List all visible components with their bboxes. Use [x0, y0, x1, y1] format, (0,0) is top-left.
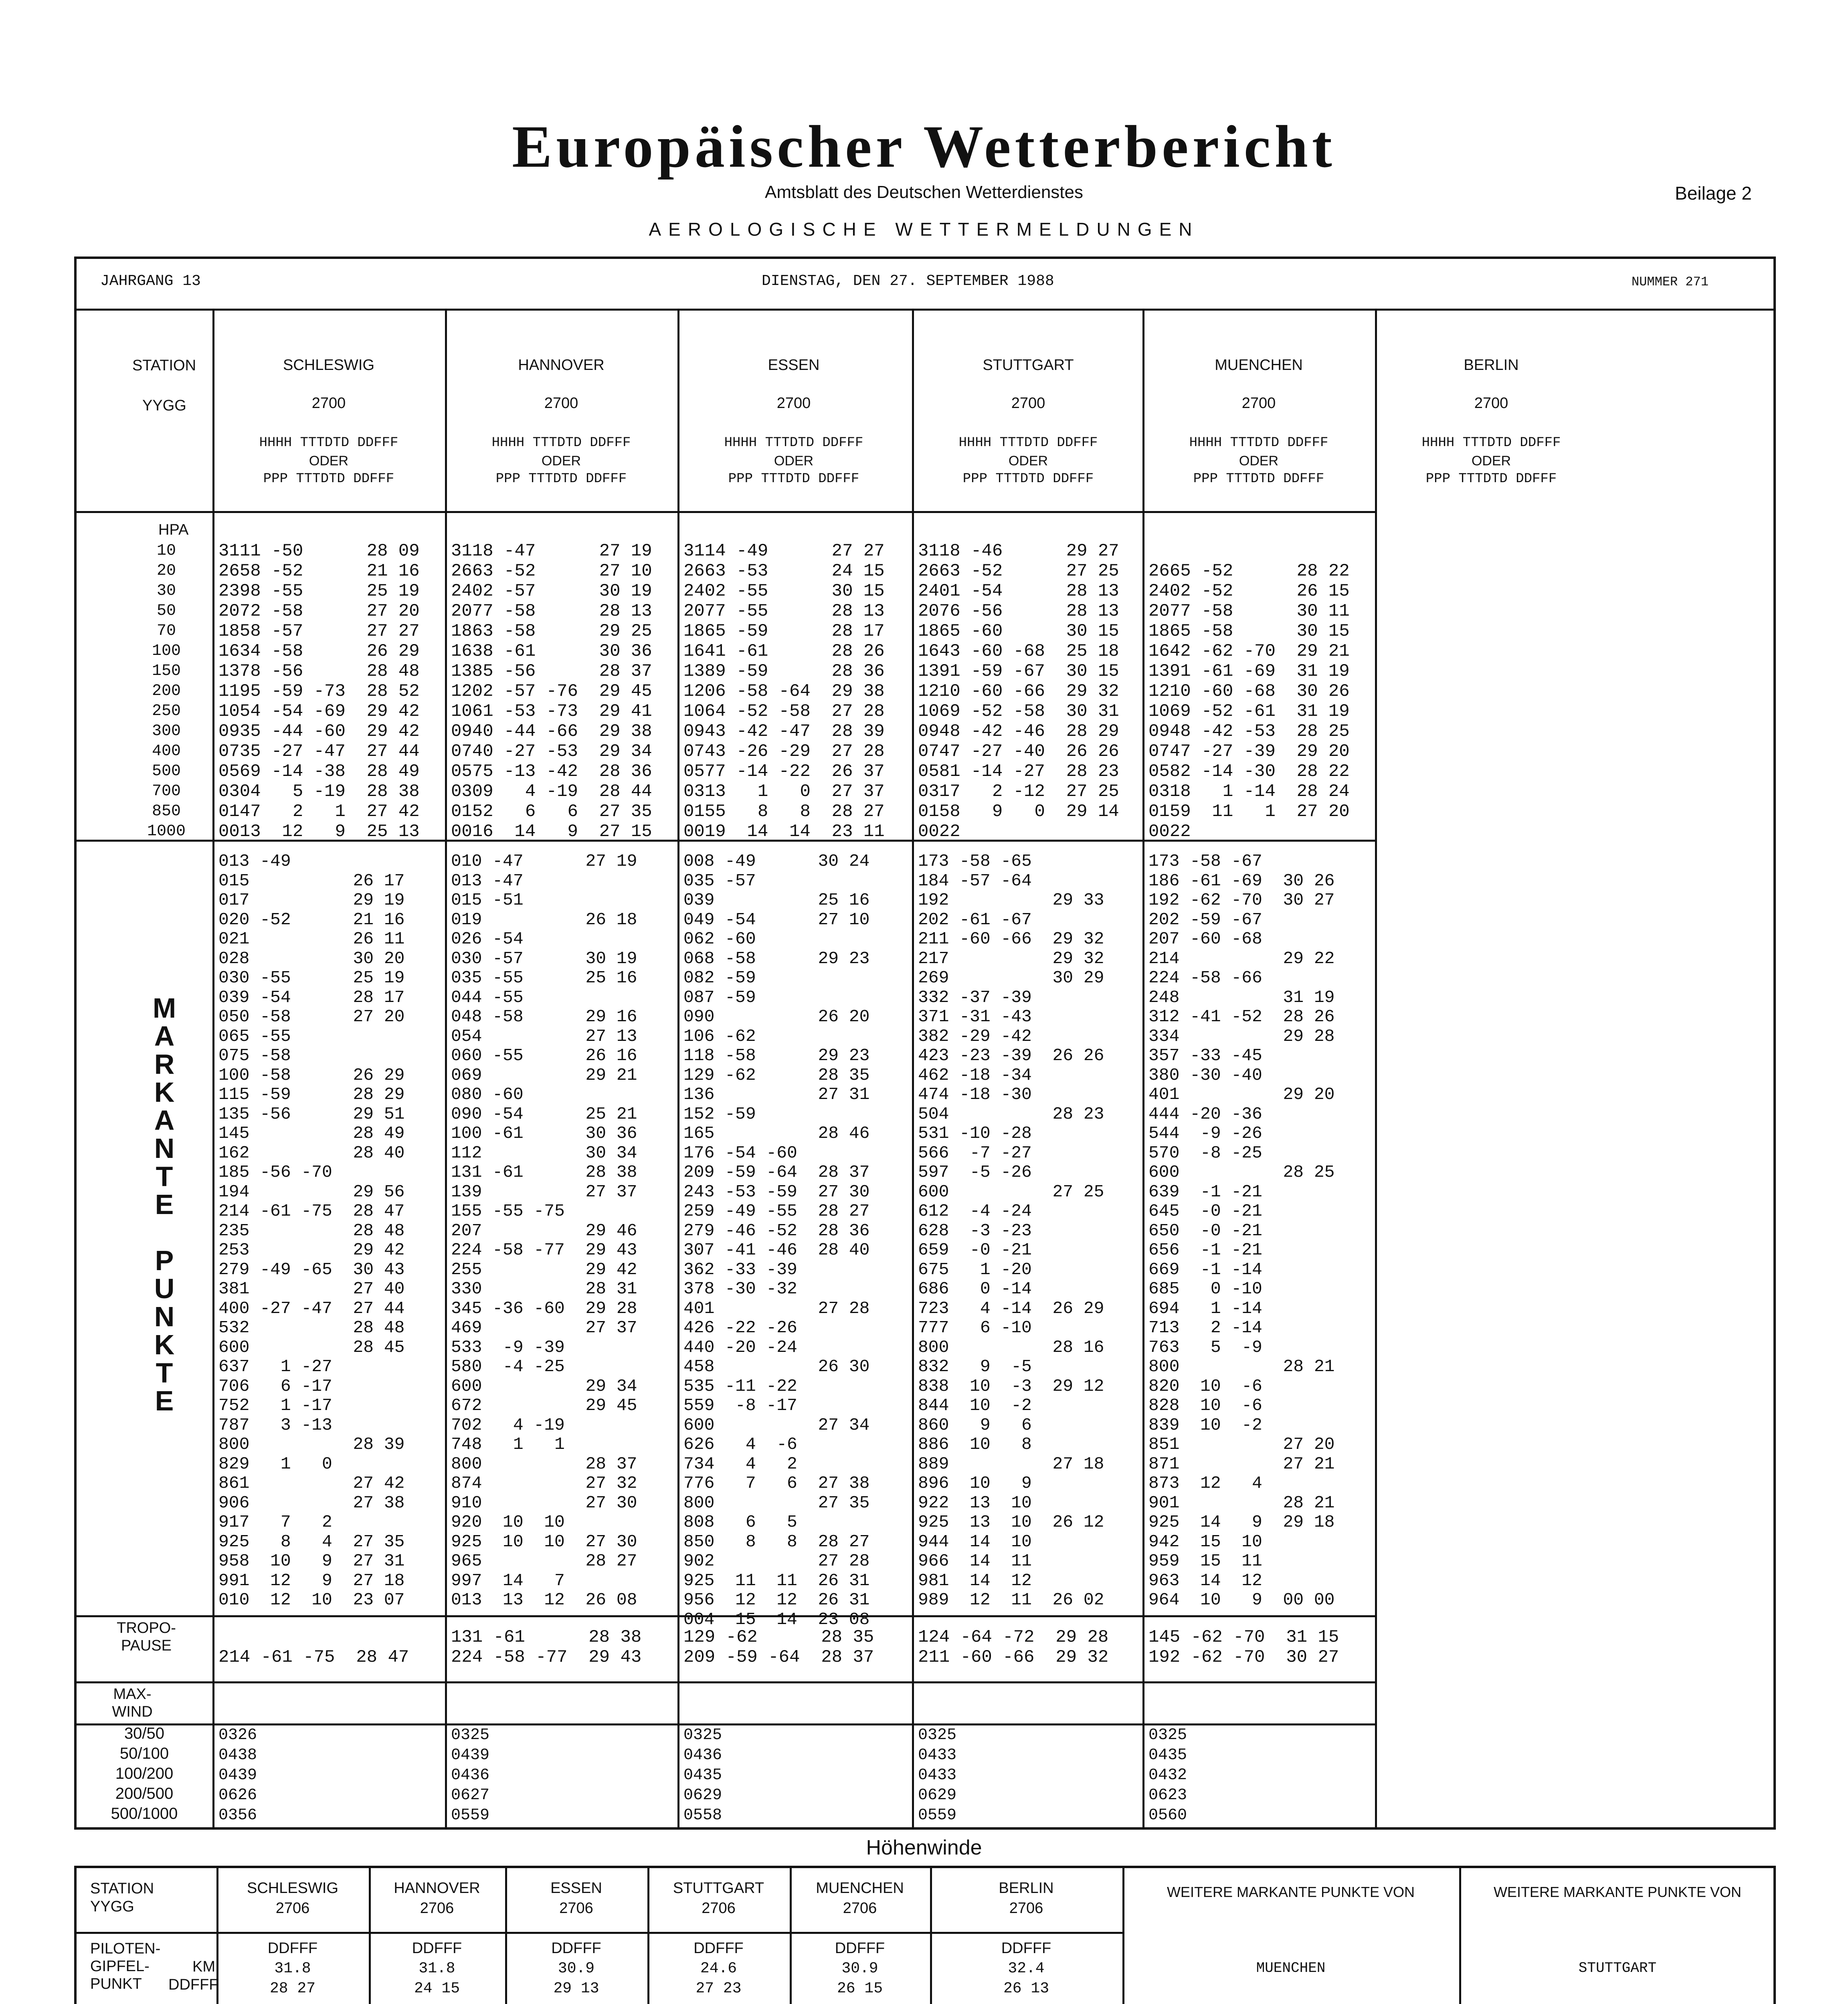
wind-station-name: STUTTGART	[673, 1880, 764, 1897]
hw-yygg-label: YYGG	[90, 1898, 134, 1915]
pressure-level: 50	[156, 602, 176, 620]
standard-levels: 3114 -49 27 27 2663 -53 24 15 2402 -55 30 15 2077 -55 28 13 1865 -59 28 17 1641 -61 28 26 1389 -59 28 36 1206 -58 -64 29 38 1064 -52 -58 27 28 0943 -42 -47 28 39 0743 -26 -29 27 28 0577 -14 -22 26 37 0313 1 0 27 37 0155 8 8 28 27 0019 14 14 23 11	[683, 541, 885, 842]
column-header: ODER	[1239, 453, 1279, 469]
pressure-level: 30	[156, 582, 176, 600]
hoehenwinde-title: Höhenwinde	[866, 1836, 982, 1859]
standard-levels: 3111 -50 28 09 2658 -52 21 16 2398 -55 25 19 2072 -58 27 20 1858 -57 27 27 1634 -58 26 29 1378 -56 28 48 1195 -59 -73 28 52 1054 -54 -69 29 42 0935 -44 -60 29 42 0735 -27 -47 27 44 0569 -14 -38 28 49 0304 5 -19 28 38 0147 2 1 27 42 0013 12 9 25 13	[218, 541, 420, 842]
significant-points: 010 -47 27 19 013 -47 015 -51 019 26 18 026 -54 030 -57 30 19 035 -55 25 16 044 -55 048 -58 29 16 054 27 13 060 -55 26 16 069 29 21 080 -60 090 -54 25 21 100 -61 30 36 112 30 34 131 -61 28 38 139 27 37 155 -55 -75 207 29 46 224 -58 -77 29 43 255 29 42 330 28 31 345 -36 -60 29 28 469 27 37 533 -9 -39 580 -4 -25 600 29 34 672 29 45 702 4 -19 748 1 1 800 28 37 874 27 32 910 27 30 920 10 10 925 10 10 27 30 965 28 27 997 14 7 013 13 12 26 08	[451, 851, 637, 1610]
pilot-ddfff: 26 15	[837, 1980, 883, 1997]
wind-station-name: SCHLESWIG	[247, 1880, 339, 1897]
markante-letter: A	[154, 1020, 175, 1052]
column-header: ODER	[774, 453, 814, 469]
layer-label: 50/100	[119, 1745, 169, 1762]
beilage-label: Beilage 2	[1675, 183, 1752, 204]
markante-letter: N	[154, 1133, 175, 1164]
pressure-level: 850	[152, 802, 181, 820]
hw-station-label: STATION	[90, 1880, 154, 1897]
wind-station-name: ESSEN	[550, 1880, 602, 1897]
tropopause-values: 214 -61 -75 28 47	[218, 1647, 409, 1667]
markante-letter: U	[154, 1273, 175, 1304]
markante-letter: T	[156, 1357, 173, 1388]
station-yygg: 2700	[776, 395, 811, 412]
pressure-level: 1000	[147, 822, 186, 840]
pilot-ddfff: 24 15	[414, 1980, 460, 1997]
pilot-km: 30.9	[841, 1960, 878, 1977]
wind-station-yygg: 2706	[702, 1900, 736, 1917]
wind-station-yygg: 2706	[275, 1900, 310, 1917]
layer-label: 30/50	[124, 1725, 165, 1742]
jahrgang: JAHRGANG 13	[100, 273, 201, 290]
pilot-ddfff: 29 13	[553, 1980, 599, 1997]
km-label: KM	[192, 1958, 215, 1975]
pressure-level: 20	[156, 562, 176, 580]
column-header: HHHH TTTDTD DDFFF	[259, 435, 398, 450]
standard-levels: 3118 -46 29 27 2663 -52 27 25 2401 -54 28 13 2076 -56 28 13 1865 -60 30 15 1643 -60 -68 25 18 1391 -59 -67 30 15 1210 -60 -66 29 32 1069 -52 -58 30 31 0948 -42 -46 28 29 0747 -27 -40 26 26 0581 -14 -27 28 23 0317 2 -12 27 25 0158 9 0 29 14 0022	[918, 541, 1119, 842]
wind-station-yygg: 2706	[420, 1900, 454, 1917]
tropopause-values: 129 -62 28 35 209 -59 -64 28 37	[683, 1627, 874, 1667]
wind-ddfff-header: DDFFF	[267, 1940, 318, 1957]
tropopause-values: 145 -62 -70 31 15 192 -62 -70 30 27	[1148, 1627, 1339, 1667]
station-name: BERLIN	[1464, 357, 1519, 374]
station-name: HANNOVER	[518, 357, 605, 374]
wind-station-yygg: 2706	[843, 1900, 877, 1917]
tropopause-values: 131 -61 28 38 224 -58 -77 29 43	[451, 1627, 642, 1667]
pilot-ddfff: 27 23	[696, 1980, 742, 1997]
pressure-level: 10	[156, 542, 176, 560]
column-header: PPP TTTDTD DDFFF	[495, 471, 627, 487]
pressure-level: 250	[152, 702, 181, 720]
pressure-levels	[136, 541, 196, 842]
column-header: HHHH TTTDTD DDFFF	[958, 435, 1098, 450]
pressure-level: 70	[156, 622, 176, 640]
markante-letter: K	[154, 1329, 175, 1360]
column-header: PPP TTTDTD DDFFF	[263, 471, 394, 487]
ddfff-label: DDFFF	[168, 1976, 218, 1993]
pilot-km: 31.8	[419, 1960, 455, 1977]
column-header: PPP TTTDTD DDFFF	[962, 471, 1094, 487]
column-header: ODER	[1008, 453, 1048, 469]
divider	[212, 309, 214, 1830]
column-header: PPP TTTDTD DDFFF	[728, 471, 859, 487]
station-label: STATION	[132, 357, 196, 374]
layer-values: 0325 0439 0436 0627 0559	[451, 1726, 490, 1824]
column-header: HHHH TTTDTD DDFFF	[724, 435, 863, 450]
issue-date: DIENSTAG, DEN 27. SEPTEMBER 1988	[762, 273, 1054, 290]
markante-letter	[144, 1218, 184, 1246]
layer-label: 200/500	[115, 1785, 174, 1802]
pressure-level: 400	[152, 742, 181, 760]
station-yygg: 2700	[311, 395, 346, 412]
masthead-subtitle: Amtsblatt des Deutschen Wetterdienstes	[764, 182, 1084, 202]
markante-letter: E	[155, 1189, 174, 1220]
markante-letter: P	[155, 1245, 174, 1276]
wind-station-yygg: 2706	[1009, 1900, 1043, 1917]
standard-levels: 3118 -47 27 19 2663 -52 27 10 2402 -57 30 19 2077 -58 28 13 1863 -58 29 25 1638 -61 30 36 1385 -56 28 37 1202 -57 -76 29 45 1061 -53 -73 29 41 0940 -44 -66 29 38 0740 -27 -53 29 34 0575 -13 -42 28 36 0309 4 -19 28 44 0152 6 6 27 35 0016 14 9 27 15	[451, 541, 652, 842]
column-header: PPP TTTDTD DDFFF	[1425, 471, 1557, 487]
station-name: STUTTGART	[983, 357, 1074, 374]
station-yygg: 2700	[1474, 395, 1508, 412]
column-header: HHHH TTTDTD DDFFF	[1189, 435, 1328, 450]
divider	[445, 309, 447, 1830]
layer-labels	[84, 1723, 204, 1824]
pilot-ddfff: 26 13	[1003, 1980, 1049, 1997]
masthead-title: Europäischer Wetterbericht	[512, 113, 1336, 180]
layer-values: 0326 0438 0439 0626 0356	[218, 1726, 257, 1824]
pressure-level: 150	[152, 662, 181, 680]
markante-letter: N	[154, 1301, 175, 1332]
pressure-level: 200	[152, 682, 181, 700]
wind-station-name: HANNOVER	[394, 1880, 480, 1897]
markante-letter: E	[155, 1385, 174, 1416]
column-header: PPP TTTDTD DDFFF	[1193, 471, 1324, 487]
column-header: ODER	[309, 453, 349, 469]
wind-ddfff-header: DDFFF	[694, 1940, 744, 1957]
divider	[74, 309, 1776, 311]
tropopause-values: 124 -64 -72 29 28 211 -60 -66 29 32	[918, 1627, 1109, 1667]
pilot-km: 24.6	[700, 1960, 737, 1977]
column-header: HHHH TTTDTD DDFFF	[491, 435, 631, 450]
station-yygg: 2700	[1011, 395, 1045, 412]
station-yygg: 2700	[544, 395, 578, 412]
wind-ddfff-header: DDFFF	[1001, 1940, 1051, 1957]
tropopause-label: TROPO-PAUSE	[117, 1620, 176, 1654]
wind-station-yygg: 2706	[559, 1900, 593, 1917]
weitere-station: MUENCHEN	[1256, 1960, 1326, 1976]
pilot-km: 31.8	[274, 1960, 311, 1977]
layer-values: 0325 0436 0435 0629 0558	[683, 1726, 722, 1824]
column-header: ODER	[541, 453, 581, 469]
station-name: SCHLESWIG	[283, 357, 375, 374]
divider	[1375, 309, 1377, 1830]
wind-ddfff-header: DDFFF	[835, 1940, 885, 1957]
layer-label: 100/200	[115, 1765, 174, 1782]
yygg-label: YYGG	[142, 397, 186, 414]
significant-points: 173 -58 -67 186 -61 -69 30 26 192 -62 -70 30 27 202 -59 -67 207 -60 -68 214 29 22 224 -58 -66 248 31 19 312 -41 -52 28 26 334 29 28 357 -33 -45 380 -30 -40 401 29 20 444 -20 -36 544 -9 -26 570 -8 -25 600 28 25 639 -1 -21 645 -0 -21 650 -0 -21 656 -1 -21 669 -1 -14 685 0 -10 694 1 -14 713 2 -14 763 5 -9 800 28 21 820 10 -6 828 10 -6 839 10 -2 851 27 20 871 27 21 873 12 4 901 28 21 925 14 9 29 18 942 15 10 959 15 11 963 14 12 964 10 9 00 00	[1148, 851, 1335, 1610]
wind-ddfff-header: DDFFF	[551, 1940, 601, 1957]
significant-points: 013 -49 015 26 17 017 29 19 020 -52 21 16 021 26 11 028 30 20 030 -55 25 19 039 -54 28 17 050 -58 27 20 065 -55 075 -58 100 -58 26 29 115 -59 28 29 135 -56 29 51 145 28 49 162 28 40 185 -56 -70 194 29 56 214 -61 -75 28 47 235 28 48 253 29 42 279 -49 -65 30 43 381 27 40 400 -27 -47 27 44 532 28 48 600 28 45 637 1 -27 706 6 -17 752 1 -17 787 3 -13 800 28 39 829 1 0 861 27 42 906 27 38 917 7 2 925 8 4 27 35 958 10 9 27 31 991 12 9 27 18 010 12 10 23 07	[218, 851, 405, 1610]
divider	[1142, 309, 1144, 1830]
divider	[74, 511, 1377, 513]
weitere-title: WEITERE MARKANTE PUNKTE VON	[1167, 1884, 1415, 1900]
markante-letter: T	[156, 1161, 173, 1192]
column-header: HHHH TTTDTD DDFFF	[1421, 435, 1561, 450]
layer-values: 0325 0433 0433 0629 0559	[918, 1726, 957, 1824]
significant-points: 008 -49 30 24 035 -57 039 25 16 049 -54 27 10 062 -60 068 -58 29 23 082 -59 087 -59 090 26 20 106 -62 118 -58 29 23 129 -62 28 35 136 27 31 152 -59 165 28 46 176 -54 -60 209 -59 -64 28 37 243 -53 -59 27 30 259 -49 -55 28 27 279 -46 -52 28 36 307 -41 -46 28 40 362 -33 -39 378 -30 -32 401 27 28 426 -22 -26 440 -20 -24 458 26 30 535 -11 -22 559 -8 -17 600 27 34 626 4 -6 734 4 2 776 7 6 27 38 800 27 35 808 6 5 850 8 8 28 27 902 27 28 925 11 11 26 31 956 12 12 26 31 004 15 14 23 08	[683, 851, 870, 1629]
divider	[677, 309, 679, 1830]
markante-letter: R	[154, 1048, 175, 1080]
issue-number: NUMMER 271	[1632, 275, 1709, 289]
weitere-title: WEITERE MARKANTE PUNKTE VON	[1493, 1884, 1742, 1900]
maxwind-label: MAX-WIND	[112, 1686, 153, 1720]
divider	[74, 1681, 1377, 1683]
hpa-label: HPA	[158, 521, 189, 538]
layer-label: 500/1000	[111, 1805, 178, 1822]
wind-ddfff-header: DDFFF	[412, 1940, 462, 1957]
divider	[74, 1932, 1124, 1934]
markante-letter: M	[152, 992, 176, 1024]
pressure-level: 500	[152, 762, 181, 780]
significant-points: 173 -58 -65 184 -57 -64 192 29 33 202 -61 -67 211 -60 -66 29 32 217 29 32 269 30 29 332 -37 -39 371 -31 -43 382 -29 -42 423 -23 -39 26 26 462 -18 -34 474 -18 -30 504 28 23 531 -10 -28 566 -7 -27 597 -5 -26 600 27 25 612 -4 -24 628 -3 -23 659 -0 -21 675 1 -20 686 0 -14 723 4 -14 26 29 777 6 -10 800 28 16 832 9 -5 838 10 -3 29 12 844 10 -2 860 9 6 886 10 8 889 27 18 896 10 9 922 13 10 925 13 10 26 12 944 14 10 966 14 11 981 14 12 989 12 11 26 02	[918, 851, 1104, 1610]
station-yygg: 2700	[1241, 395, 1276, 412]
pilot-km: 32.4	[1008, 1960, 1045, 1977]
divider	[912, 309, 914, 1830]
wind-station-name: BERLIN	[999, 1880, 1054, 1897]
markante-punkte-label	[144, 994, 184, 1415]
pressure-level: 300	[152, 722, 181, 740]
wind-station-name: MUENCHEN	[816, 1880, 904, 1897]
pilot-ddfff: 28 27	[269, 1980, 316, 1997]
weitere-station: STUTTGART	[1578, 1960, 1657, 1976]
pressure-level: 700	[152, 782, 181, 800]
markante-letter: A	[154, 1105, 175, 1136]
column-header: ODER	[1471, 453, 1511, 469]
station-name: MUENCHEN	[1215, 357, 1303, 374]
pilot-km: 30.9	[558, 1960, 595, 1977]
standard-levels: 2665 -52 28 22 2402 -52 26 15 2077 -58 30 11 1865 -58 30 15 1642 -62 -70 29 21 1391 -61 -69 31 19 1210 -60 -68 30 26 1069 -52 -61 31 19 0948 -42 -53 28 25 0747 -27 -39 29 20 0582 -14 -30 28 22 0318 1 -14 28 24 0159 11 1 27 20 0022	[1148, 561, 1350, 842]
station-name: ESSEN	[768, 357, 820, 374]
pilot-label: PILOTEN-GIPFEL-PUNKT	[90, 1940, 161, 1992]
section-title: AEROLOGISCHE WETTERMELDUNGEN	[649, 219, 1199, 240]
pressure-level: 100	[152, 642, 181, 660]
layer-values: 0325 0435 0432 0623 0560	[1148, 1726, 1187, 1824]
markante-letter: K	[154, 1077, 175, 1108]
